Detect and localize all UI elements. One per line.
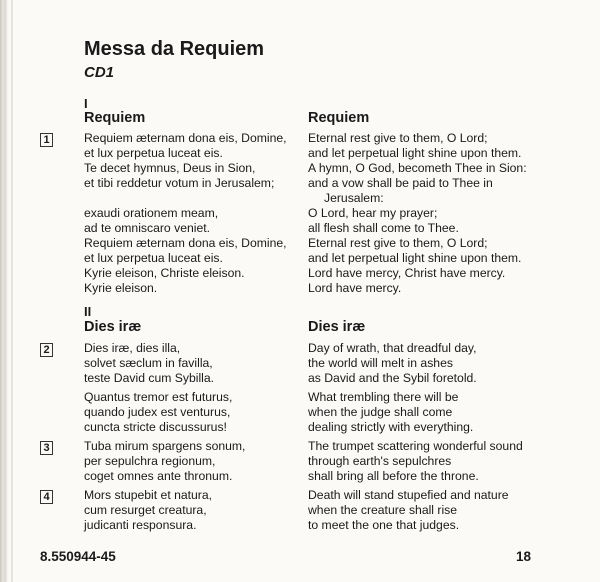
text-line: What trembling there will be — [308, 390, 459, 404]
section-numeral-2: II — [84, 304, 92, 319]
track-number-2: 2 — [40, 343, 53, 357]
track-number-3: 3 — [40, 441, 53, 455]
text-line: Kyrie eleison. — [84, 281, 158, 295]
text-line: Day of wrath, that dreadful day, — [308, 341, 477, 355]
text-line: Requiem æternam dona eis, Domine, — [84, 131, 287, 145]
text-line: et lux perpetua luceat eis. — [84, 251, 223, 265]
text-line: et lux perpetua luceat eis. — [84, 146, 223, 160]
text-line: when the creature shall rise — [308, 503, 458, 517]
cd-label: CD1 — [84, 64, 115, 81]
text-line: and let perpetual light shine upon them. — [308, 146, 522, 160]
english-text-block — [308, 131, 527, 296]
english-text-block — [308, 439, 523, 484]
english-heading-requiem: Requiem — [308, 110, 370, 126]
text-line: and a vow shall be paid to Thee in — [308, 176, 493, 190]
text-line: cum resurget creatura, — [84, 503, 207, 517]
latin-text-block — [84, 390, 232, 435]
latin-text-block — [84, 341, 214, 386]
section-numeral-1: I — [84, 96, 88, 111]
text-line: all flesh shall come to Thee. — [308, 221, 459, 235]
text-line: A hymn, O God, becometh Thee in Sion: — [308, 161, 527, 175]
text-line: Lord have mercy, Christ have mercy. — [308, 266, 506, 280]
text-line: quando judex est venturus, — [84, 405, 231, 419]
text-line: the world will melt in ashes — [308, 356, 453, 370]
text-line: O Lord, hear my prayer; — [308, 206, 438, 220]
text-line: shall bring all before the throne. — [308, 469, 479, 483]
booklet-spine-edge — [0, 0, 9, 582]
catalog-number: 8.550944-45 — [40, 549, 116, 564]
latin-heading-requiem: Requiem — [84, 110, 146, 126]
page-number: 18 — [516, 549, 532, 564]
text-line: Eternal rest give to them, O Lord; — [308, 131, 488, 145]
text-line: teste David cum Sybilla. — [84, 371, 215, 385]
page-title: Messa da Requiem — [84, 38, 265, 60]
track-number-1: 1 — [40, 133, 53, 147]
text-line: and let perpetual light shine upon them. — [308, 251, 522, 265]
text-line: Mors stupebit et natura, — [84, 488, 213, 502]
text-line: Te decet hymnus, Deus in Sion, — [84, 161, 256, 175]
text-line: coget omnes ante thronum. — [84, 469, 233, 483]
text-line: Dies iræ, dies illa, — [84, 341, 181, 355]
booklet-spine-line — [11, 0, 13, 582]
text-line: through earth's sepulchres — [308, 454, 452, 468]
text-line: dealing strictly with everything. — [308, 420, 474, 434]
text-line: et tibi reddetur votum in Jerusalem; — [84, 176, 275, 190]
latin-text-block — [84, 488, 212, 533]
text-line: cuncta stricte discussurus! — [84, 420, 227, 434]
latin-text-block — [84, 439, 245, 484]
text-line: Death will stand stupefied and nature — [308, 488, 509, 502]
latin-heading-dies-irae: Dies iræ — [84, 319, 142, 335]
english-text-block — [308, 390, 473, 435]
text-line: Eternal rest give to them, O Lord; — [308, 236, 488, 250]
text-line: solvet sæclum in favilla, — [84, 356, 213, 370]
english-heading-dies-irae: Dies iræ — [308, 319, 366, 335]
text-line: to meet the one that judges. — [308, 518, 460, 532]
text-line: judicanti responsura. — [84, 518, 197, 532]
text-line: ad te omniscaro veniet. — [84, 221, 211, 235]
text-line: Lord have mercy. — [308, 281, 402, 295]
english-text-block — [308, 341, 477, 386]
text-line: Kyrie eleison, Christe eleison. — [84, 266, 245, 280]
text-line: as David and the Sybil foretold. — [308, 371, 477, 385]
text-line: Jerusalem: — [324, 191, 384, 205]
text-line: Tuba mirum spargens sonum, — [84, 439, 246, 453]
text-line: Requiem æternam dona eis, Domine, — [84, 236, 287, 250]
text-line: The trumpet scattering wonderful sound — [308, 439, 523, 453]
latin-text-block — [84, 206, 287, 296]
latin-text-block — [84, 131, 287, 191]
track-number-4: 4 — [40, 490, 53, 504]
text-line: per sepulchra regionum, — [84, 454, 216, 468]
english-text-block — [308, 488, 509, 533]
text-line: exaudi orationem meam, — [84, 206, 219, 220]
text-line: Quantus tremor est futurus, — [84, 390, 233, 404]
text-line: when the judge shall come — [308, 405, 453, 419]
